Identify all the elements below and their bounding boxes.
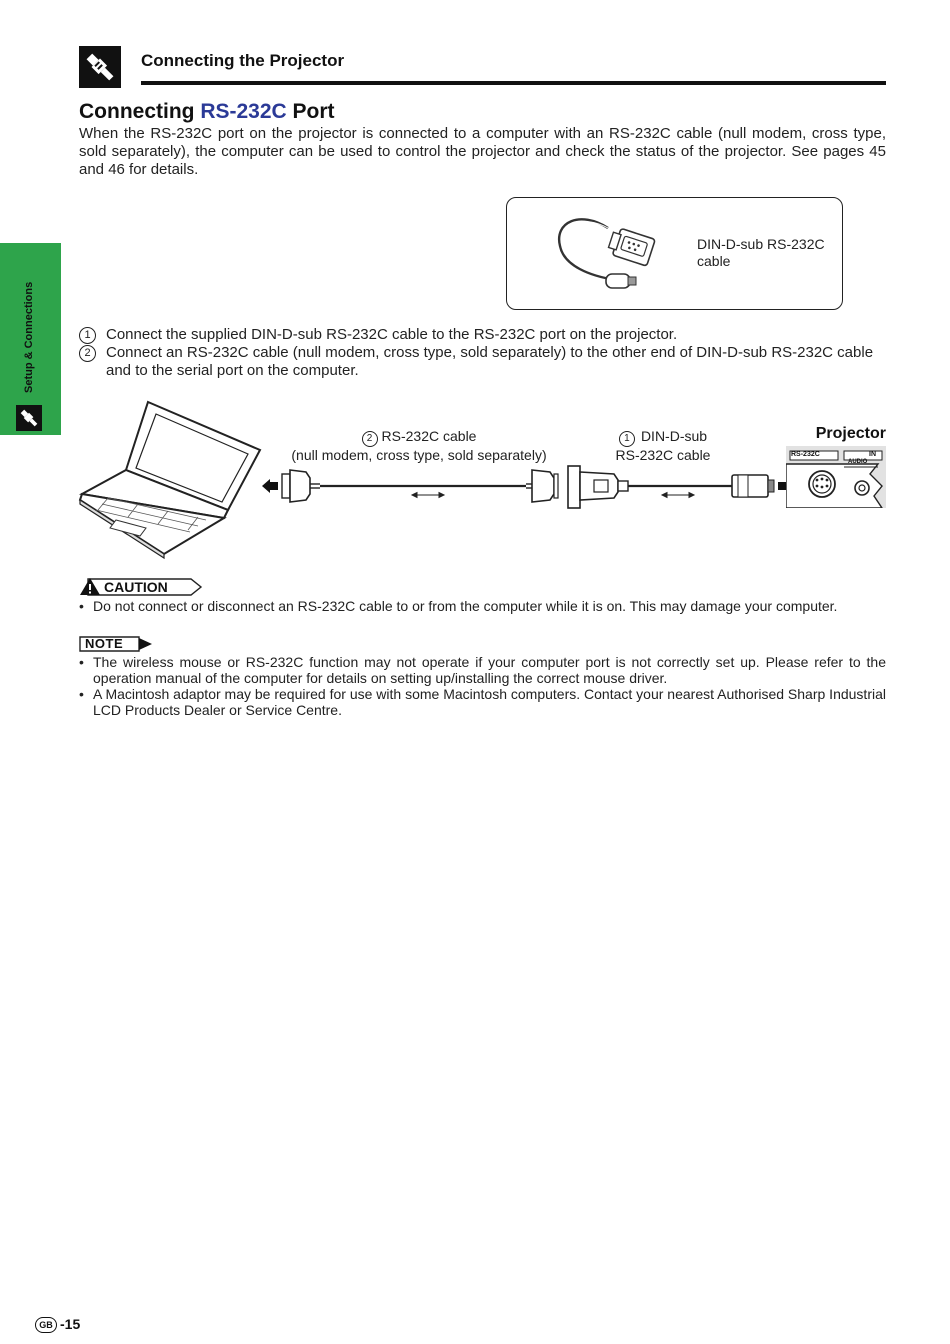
cable-description: (null modem, cross type, sold separately) [291, 447, 547, 463]
note-badge [79, 636, 153, 652]
laptop-icon [78, 398, 268, 560]
section-title-highlight: RS-232C [200, 100, 287, 123]
connector-plug-icon [79, 46, 121, 88]
step-text: Connect an RS-232C cable (null modem, cross type, sold separately) to the other end of DIN-D-sub RS-232C cable and to the serial port on the computer. [106, 344, 874, 379]
caution-badge [79, 578, 203, 596]
page-number [35, 1316, 80, 1333]
section-title-suffix: Port [286, 100, 335, 123]
step-number: 1 [619, 431, 635, 447]
list-item [79, 326, 886, 344]
cable-name: DIN-D-sub [640, 428, 708, 444]
rs232c-cable-label [280, 428, 558, 463]
projector-label: Projector [815, 425, 886, 442]
din-dsub-cable-label [603, 428, 723, 463]
cable-description: RS-232C cable [615, 447, 711, 463]
din-dsub-cable-icon [550, 208, 662, 298]
port-label-audio: AUDIO [848, 459, 868, 465]
port-label-in: IN [869, 451, 876, 458]
header-divider [141, 81, 886, 85]
steps-list [79, 326, 886, 380]
caution-label: CAUTION [104, 579, 168, 595]
list-item: • The wireless mouse or RS-232C function may not operate if your computer port is not correctly set up. Please refer to the operation manual of the computer for details on setting up/installing the correct mouse driver. [79, 654, 886, 686]
list-item [79, 344, 886, 380]
step-number: 1 [79, 327, 96, 344]
cable-name: RS-232C cable [381, 428, 477, 444]
caution-list [79, 598, 886, 614]
connector-plug-icon [16, 405, 42, 431]
section-title [79, 100, 335, 124]
intro-paragraph: When the RS-232C port on the projector is connected to a computer with an RS-232C cable (null modem, cross type, sold separately), the computer can be used to control the projector and check the status of the projector. See pages 45 and 46 for details. [79, 125, 886, 178]
header-title: Connecting the Projector [141, 51, 345, 70]
step-number: 2 [79, 345, 96, 362]
cable-label: DIN-D-sub RS-232C cable [697, 236, 825, 269]
side-tab[interactable] [0, 243, 61, 435]
side-tab-label: Setup & Connections [23, 281, 35, 393]
section-title-prefix: Connecting [79, 100, 201, 123]
step-text: Connect the supplied DIN-D-sub RS-232C cable to the RS-232C port on the projector. [106, 326, 678, 343]
step-number: 2 [362, 431, 378, 447]
page-number-text: -15 [60, 1316, 81, 1332]
note-list [79, 654, 886, 718]
list-item: • Do not connect or disconnect an RS-232C cable to or from the computer while it is on. This may damage your computer. [79, 598, 886, 614]
port-label-rs232c: RS-232C [791, 451, 820, 458]
list-item: • A Macintosh adaptor may be required for use with some Macintosh computers. Contact your nearest Authorised Sharp Industrial LCD Products Dealer or Service Centre. [79, 686, 886, 718]
region-badge: GB [35, 1317, 57, 1333]
note-label: NOTE [85, 636, 124, 651]
